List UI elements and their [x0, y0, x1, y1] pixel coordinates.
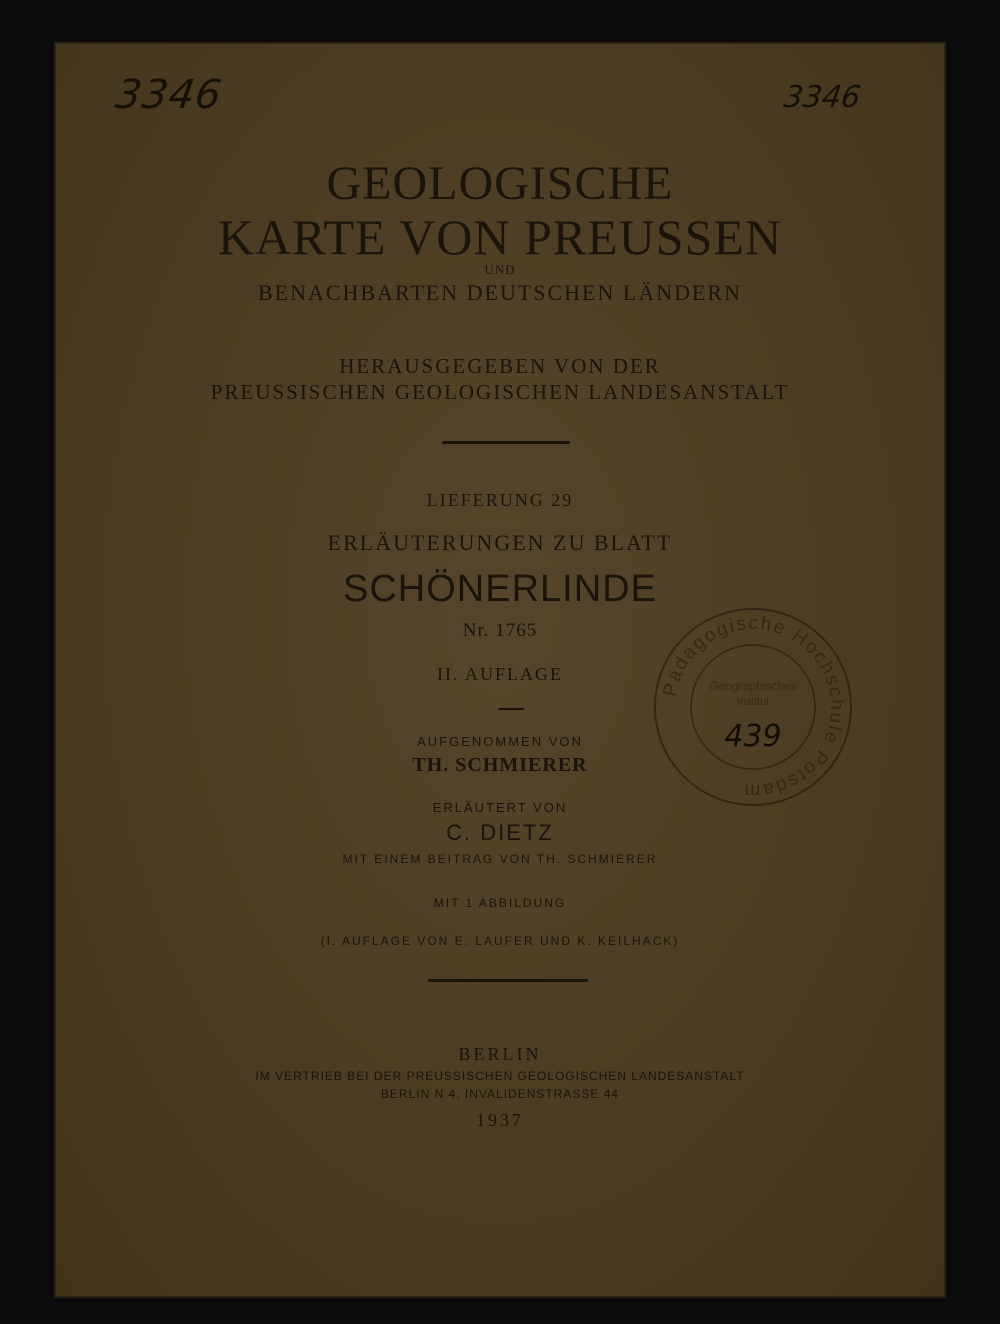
- divider-rule: [442, 441, 570, 444]
- imprint-address: BERLIN N 4, INVALIDENSTRASSE 44: [380, 1087, 620, 1101]
- abbildung-note: MIT 1 ABBILDUNG: [433, 896, 567, 910]
- handwritten-number-left: 3346: [112, 72, 226, 118]
- erlaeuterungen-label: ERLÄUTERUNGEN ZU BLATT: [327, 530, 673, 555]
- beitrag-note: MIT EINEM BEITRAG VON TH. SCHMIERER: [342, 852, 658, 866]
- publisher-line-1: HERAUSGEGEBEN VON DER: [339, 354, 661, 378]
- title-line-3: BENACHBARTEN DEUTSCHEN LÄNDERN: [257, 280, 742, 305]
- stamp-ring-text: Pädagogische Hochschule Potsdam: [659, 612, 848, 802]
- stamp-inner-line-2: Institut: [736, 696, 770, 708]
- erlaeutert-name: C. DIETZ: [446, 820, 554, 845]
- lieferung-label: LIEFERUNG 29: [426, 490, 574, 510]
- stamp-inner-line-1: Geographisches: [709, 679, 797, 693]
- booklet-cover: [56, 44, 944, 1296]
- first-edition-note: (I. AUFLAGE VON E. LAUFER UND K. KEILHACK): [320, 934, 680, 948]
- erlaeutert-label: ERLÄUTERT VON: [432, 800, 568, 815]
- sheet-number: Nr. 1765: [462, 620, 538, 641]
- aufgenommen-name: TH. SCHMIERER: [412, 754, 588, 776]
- imprint-year: 1937: [476, 1110, 524, 1130]
- title-line-1: GEOLOGISCHE: [326, 157, 674, 210]
- divider-rule-lower: [428, 979, 588, 982]
- title-line-2: KARTE VON PREUSSEN: [217, 209, 783, 265]
- sheet-name: SCHÖNERLINDE: [343, 568, 657, 610]
- publisher-line-2: PREUSSISCHEN GEOLOGISCHEN LANDESANSTALT: [210, 380, 790, 404]
- handwritten-number-right: 3346: [781, 80, 863, 115]
- edition-label: II. AUFLAGE: [437, 664, 563, 684]
- stamp-handwritten-number: 439: [724, 719, 782, 754]
- short-dash: [498, 708, 524, 710]
- imprint-city: BERLIN: [458, 1044, 542, 1064]
- imprint-vertrieb: IM VERTRIEB BEI DER PREUSSISCHEN GEOLOGISCHEN LANDESANSTALT: [255, 1069, 745, 1083]
- title-und: UND: [484, 262, 516, 277]
- library-stamp: [650, 604, 856, 810]
- aufgenommen-label: AUFGENOMMEN VON: [417, 734, 583, 749]
